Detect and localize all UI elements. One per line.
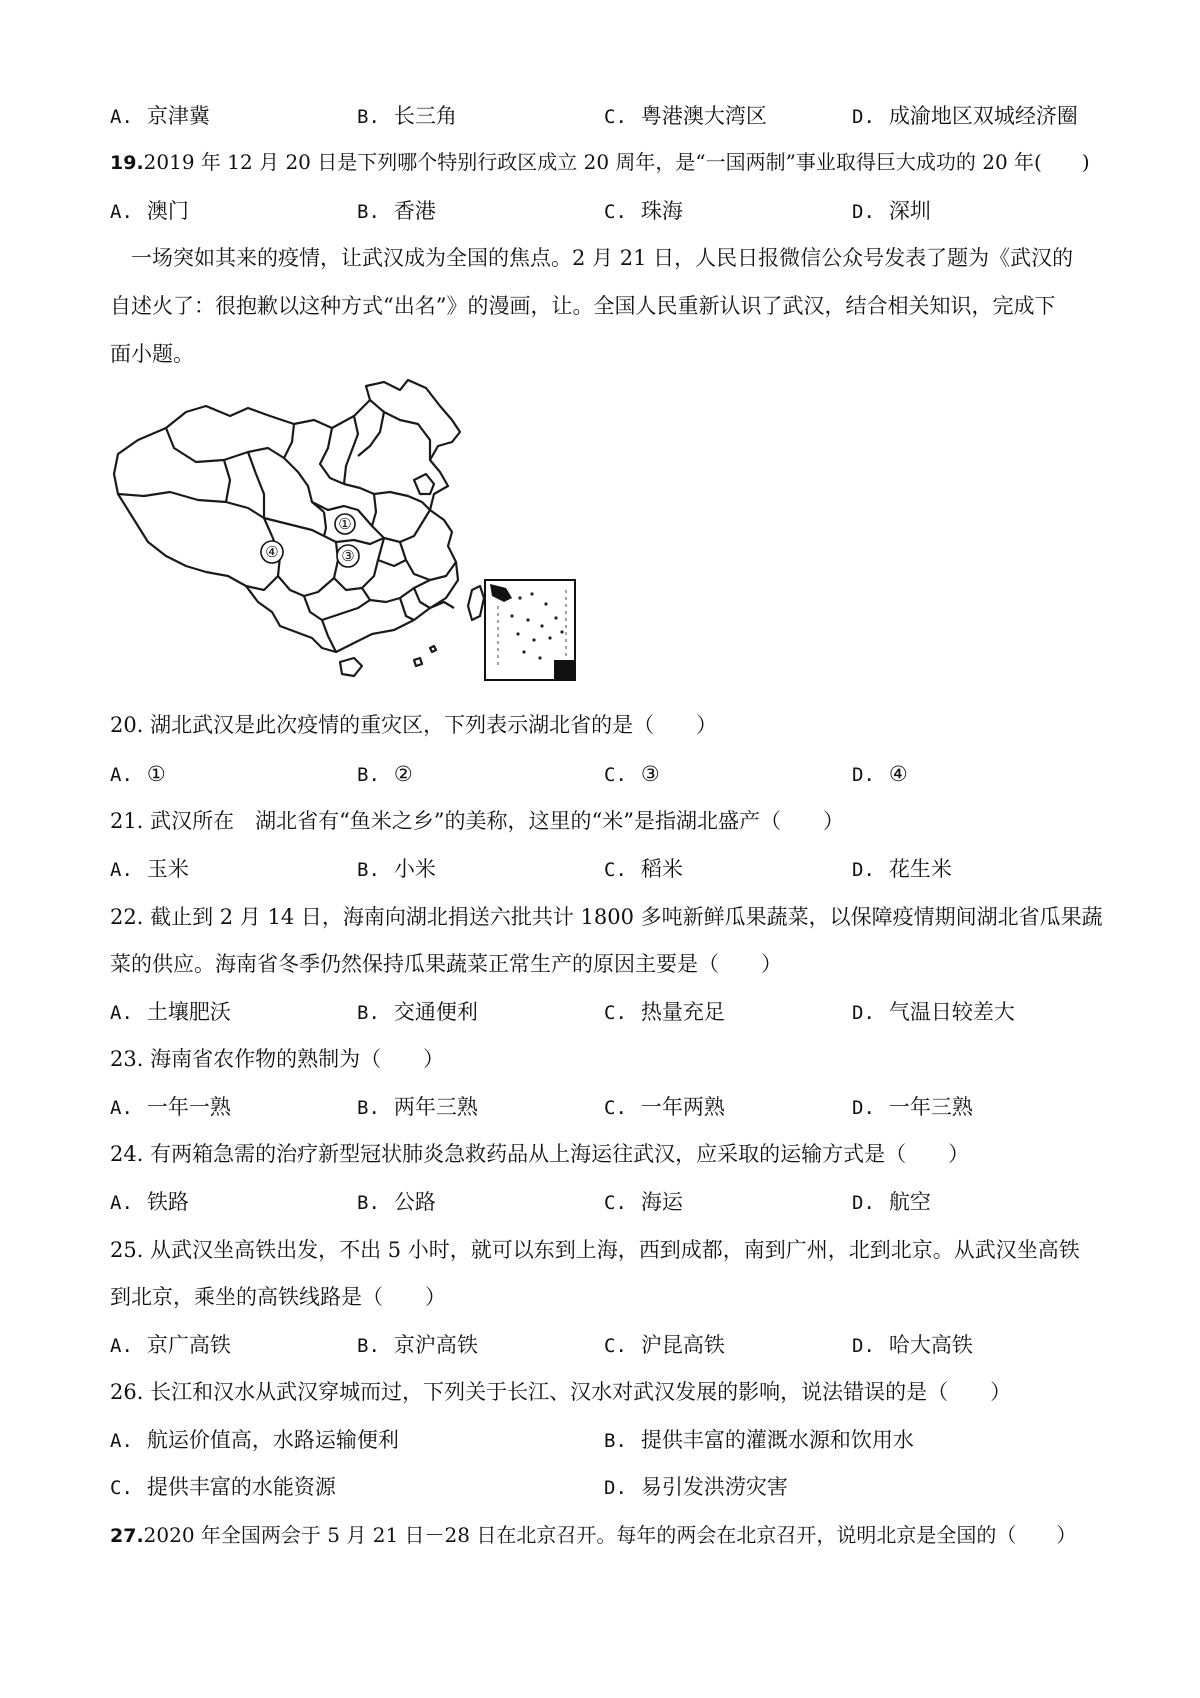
option-d: D. 深圳 [852, 199, 931, 223]
option-c: C. 海运 [604, 1190, 683, 1214]
option-c: C. 热量充足 [604, 1000, 725, 1024]
option-b: B. 小米 [357, 857, 436, 881]
option-d: D. 气温日较差大 [852, 1000, 1015, 1024]
map-marker-1: ① [338, 515, 352, 533]
question-24-stem: 24. 有两箱急需的治疗新型冠状肺炎急救药品从上海运往武汉，应采取的运输方式是（ ） [110, 1142, 970, 1166]
option-c: C. 粤港澳大湾区 [604, 104, 767, 128]
option-a: A. 土壤肥沃 [110, 1000, 231, 1024]
option-c: C. 一年两熟 [604, 1095, 725, 1119]
question-25-stem-line-2: 到北京，乘坐的高铁线路是（ ） [110, 1285, 446, 1309]
option-a: A. 京广高铁 [110, 1333, 231, 1357]
china-map [108, 376, 576, 682]
option-a: A. ① [110, 762, 166, 786]
passage-line-1: 一场突如其来的疫情，让武汉成为全国的焦点。2 月 21 日，人民日报微信公众号发表了题为《武汉的 [110, 246, 1074, 270]
question-26-stem: 26. 长江和汉水从武汉穿城而过，下列关于长江、汉水对武汉发展的影响，说法错误的是（ ） [110, 1380, 1012, 1404]
option-c: C. 沪昆高铁 [604, 1333, 725, 1357]
south-china-sea-inset [485, 580, 575, 680]
question-23-stem: 23. 海南省农作物的熟制为（ ） [110, 1047, 445, 1071]
option-a: A. 一年一熟 [110, 1095, 231, 1119]
option-d: D. 一年三熟 [852, 1095, 973, 1119]
option-b: B. 香港 [357, 199, 436, 223]
option-d: D. 航空 [852, 1190, 931, 1214]
option-d: D. 成渝地区双城经济圈 [852, 104, 1078, 128]
option-b: B. 公路 [357, 1190, 436, 1214]
option-b: B. 京沪高铁 [357, 1333, 478, 1357]
option-a: A. 玉米 [110, 857, 189, 881]
option-b: B. ② [357, 762, 413, 786]
passage-line-3: 面小题。 [110, 342, 194, 366]
question-22-stem-line-1: 22. 截止到 2 月 14 日，海南向湖北捐送六批共计 1800 多吨新鲜瓜果蔬菜，以保障疫情期间湖北省瓜果蔬 [110, 905, 1103, 929]
option-c: C. 珠海 [604, 199, 683, 223]
option-b: B. 提供丰富的灌溉水源和饮用水 [604, 1428, 914, 1452]
option-c: C. 提供丰富的水能资源 [110, 1475, 336, 1499]
question-19-stem: 19.2019 年 12 月 20 日是下列哪个特别行政区成立 20 周年，是“一国两制”事业取得巨大成功的 20 年( ) [110, 150, 1090, 174]
option-a: A. 铁路 [110, 1190, 189, 1214]
option-d: D. 花生米 [852, 857, 952, 881]
option-c: C. 稻米 [604, 857, 683, 881]
question-20-stem: 20. 湖北武汉是此次疫情的重灾区，下列表示湖北省的是（ ） [110, 713, 718, 737]
option-b: B. 长三角 [357, 104, 457, 128]
option-b: B. 交通便利 [357, 1000, 478, 1024]
option-a: A. 航运价值高，水路运输便利 [110, 1428, 399, 1452]
question-21-stem: 21. 武汉所在 湖北省有“鱼米之乡”的美称，这里的“米”是指湖北盛产（ ） [110, 809, 845, 833]
question-22-stem-line-2: 菜的供应。海南省冬季仍然保持瓜果蔬菜正常生产的原因主要是（ ） [110, 952, 782, 976]
option-d: D. ④ [852, 762, 908, 786]
passage-line-2: 自述火了：很抱歉以这种方式“出名”》的漫画，让。全国人民重新认识了武汉，结合相关知识，完成下 [110, 294, 1056, 318]
taiwan-island [468, 586, 484, 620]
question-25-stem-line-1: 25. 从武汉坐高铁出发，不出 5 小时，就可以东到上海，西到成都，南到广州，北到北京。从武汉坐高铁 [110, 1238, 1080, 1262]
hainan-island [340, 658, 362, 676]
map-marker-4: ④ [265, 543, 279, 561]
option-b: B. 两年三熟 [357, 1095, 478, 1119]
map-marker-3: ③ [341, 547, 355, 565]
option-d: D. 易引发洪涝灾害 [604, 1475, 788, 1499]
option-a: A. 澳门 [110, 199, 189, 223]
question-27-stem: 27.2020 年全国两会于 5 月 21 日－28 日在北京召开。每年的两会在北京召开，说明北京是全国的（ ） [110, 1523, 1077, 1547]
option-a: A. 京津冀 [110, 104, 210, 128]
option-d: D. 哈大高铁 [852, 1333, 973, 1357]
option-c: C. ③ [604, 762, 660, 786]
